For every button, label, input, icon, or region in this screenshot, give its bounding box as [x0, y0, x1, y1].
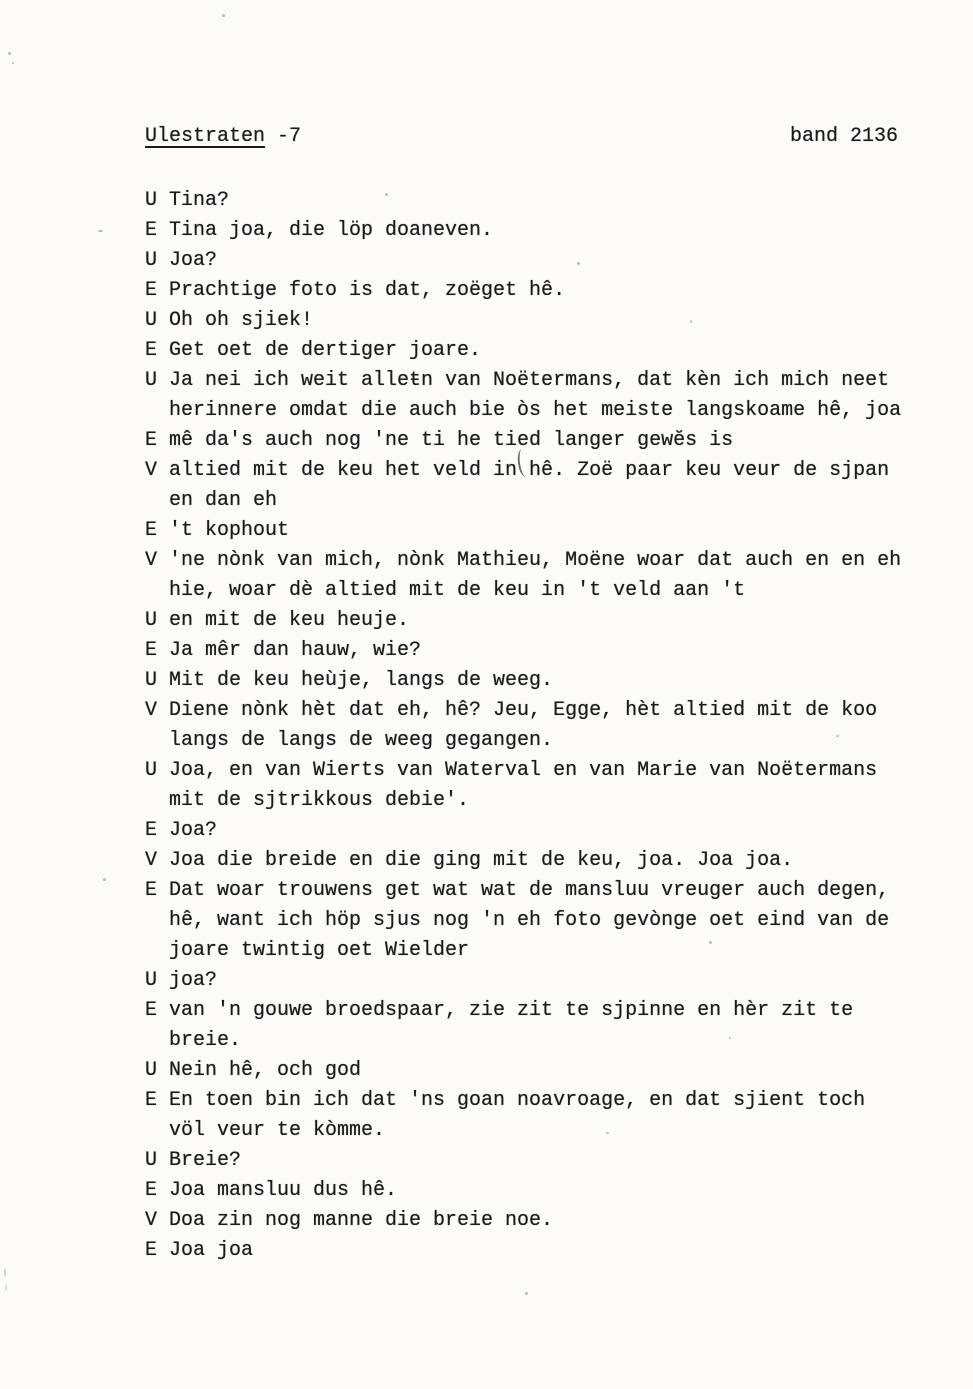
dialogue-turn	[145, 996, 943, 1056]
dialogue-turn	[145, 696, 943, 756]
dialogue-line: Breie?	[169, 1149, 242, 1172]
dialogue-line: hie, woar dè altied mit de keu in 't veld aan 't	[169, 579, 746, 602]
document-header	[145, 124, 898, 150]
dialogue-line: joa?	[169, 969, 218, 992]
dialogue-turn	[145, 1236, 943, 1266]
dialogue-turn	[145, 1086, 943, 1146]
speaker-label: U	[145, 249, 158, 272]
dialogue-turn	[145, 306, 943, 336]
dialogue-turn	[145, 756, 943, 816]
speaker-label: U	[145, 1149, 158, 1172]
scan-speck	[12, 62, 14, 64]
dialogue-line: Ja nei ich weit alleŧn van Noëtermans, dat kèn ich mich neet	[169, 369, 890, 392]
speaker-label: U	[145, 609, 158, 632]
dialogue-turn	[145, 276, 943, 306]
speaker-label: V	[145, 849, 158, 872]
scan-speck	[222, 14, 225, 17]
speaker-label: E	[145, 879, 158, 902]
dialogue-turn	[145, 666, 943, 696]
scan-speck	[709, 941, 712, 944]
dialogue-line: Doa zin nog manne die breie noe.	[169, 1209, 554, 1232]
dialogue-line: altied mit de keu het veld in hê. Zoë paar keu veur de sjpan	[169, 459, 890, 482]
speaker-label: E	[145, 819, 158, 842]
dialogue-turn	[145, 606, 943, 636]
dialogue-line: En toen bin ich dat 'ns goan noavroage, en dat sjient toch	[169, 1089, 866, 1112]
dialogue-line: breie.	[169, 1029, 242, 1052]
scan-speck	[525, 1292, 528, 1295]
dialogue-line: Joa joa	[169, 1239, 254, 1262]
speaker-label: E	[145, 1089, 158, 1112]
speaker-label: E	[145, 999, 158, 1022]
dialogue-line: Oh oh sjiek!	[169, 309, 314, 332]
dialogue-line: Joa?	[169, 819, 218, 842]
scan-speck	[4, 1268, 6, 1277]
dialogue-line: völ veur te kòmme.	[169, 1119, 386, 1142]
speaker-label: E	[145, 279, 158, 302]
dialogue-line: en mit de keu heuje.	[169, 609, 410, 632]
dialogue-turn	[145, 1146, 943, 1176]
scan-speck	[385, 193, 388, 196]
scan-speck	[836, 735, 839, 737]
dialogue-line: 't kophout	[169, 519, 290, 542]
dialogue-line: Ja mêr dan hauw, wie?	[169, 639, 422, 662]
document-title-number: -7	[277, 125, 302, 148]
dialogue-turn	[145, 216, 943, 246]
dialogue-line: 'ne nònk van mich, nònk Mathieu, Moëne woar dat auch en en eh	[169, 549, 902, 572]
speaker-label: E	[145, 519, 158, 542]
speaker-label: E	[145, 639, 158, 662]
speaker-label: E	[145, 1179, 158, 1202]
dialogue-line: Mit de keu heùje, langs de weeg.	[169, 669, 554, 692]
dialogue-line: mit de sjtrikkous debie'.	[169, 789, 470, 812]
dialogue-turn	[145, 516, 943, 546]
dialogue-line: langs de langs de weeg gegangen.	[169, 729, 554, 752]
dialogue-turn	[145, 1056, 943, 1086]
dialogue-turn	[145, 366, 943, 426]
dialogue-line: Joa?	[169, 249, 218, 272]
dialogue-line: Joa die breide en die ging mit de keu, joa. Joa joa.	[169, 849, 794, 872]
dialogue-line: Diene nònk hèt dat eh, hê? Jeu, Egge, hèt altied mit de koo	[169, 699, 878, 722]
dialogue-line: Nein hê, och god	[169, 1059, 362, 1082]
dialogue-turn	[145, 246, 943, 276]
dialogue-line: joare twintig oet Wielder	[169, 939, 470, 962]
dialogue-line: van 'n gouwe broedspaar, zie zit te sjpinne en hèr zit te	[169, 999, 854, 1022]
document-title	[145, 124, 301, 150]
band-label: band 2136	[789, 125, 898, 148]
dialogue-line: mê da's auch nog 'ne ti he tied langer gewĕs is	[169, 429, 734, 452]
dialogue-line: Get oet de dertiger joare.	[169, 339, 482, 362]
scan-speck	[577, 262, 580, 265]
scan-speck	[690, 320, 692, 323]
scan-speck	[8, 52, 11, 55]
scan-speck	[103, 878, 106, 881]
speaker-label: V	[145, 699, 158, 722]
dialogue-line: Dat woar trouwens get wat wat de mansluu vreuger auch degen,	[169, 879, 890, 902]
dialogue-line: en dan eh	[169, 489, 278, 512]
dialogue-turn	[145, 546, 943, 606]
scan-speck	[729, 1037, 731, 1039]
speaker-label: U	[145, 669, 158, 692]
dialogue-line: Prachtige foto is dat, zoëget hê.	[169, 279, 566, 302]
dialogue-turn	[145, 876, 943, 966]
dialogue-turn	[145, 636, 943, 666]
dialogue-turn	[145, 816, 943, 846]
scan-speck	[5, 1284, 7, 1291]
speaker-label: V	[145, 1209, 158, 1232]
speaker-label: U	[145, 759, 158, 782]
dialogue-turn	[145, 336, 943, 366]
dialogue-turn	[145, 966, 943, 996]
dialogue-line: Joa, en van Wierts van Waterval en van Marie van Noëtermans	[169, 759, 878, 782]
scan-speck	[98, 230, 103, 232]
dialogue-line: Tina?	[169, 189, 230, 212]
speaker-label: E	[145, 339, 158, 362]
dialogue	[145, 186, 943, 1266]
speaker-label: U	[145, 189, 158, 212]
dialogue-turn	[145, 456, 943, 516]
dialogue-turn	[145, 1176, 943, 1206]
speaker-label: U	[145, 309, 158, 332]
speaker-label: U	[145, 369, 158, 392]
dialogue-line: hê, want ich höp sjus nog 'n eh foto gevònge oet eind van de	[169, 909, 890, 932]
dialogue-turn	[145, 846, 943, 876]
speaker-label: E	[145, 219, 158, 242]
speaker-label: V	[145, 459, 158, 482]
dialogue-line: Joa mansluu dus hê.	[169, 1179, 398, 1202]
speaker-label: U	[145, 969, 158, 992]
document-title-text: Ulestraten	[145, 125, 266, 148]
speaker-label: E	[145, 1239, 158, 1262]
dialogue-line: herinnere omdat die auch bie òs het meiste langskoame hê, joa	[169, 399, 902, 422]
scan-speck	[606, 1132, 609, 1134]
dialogue-turn	[145, 426, 943, 456]
dialogue-turn	[145, 186, 943, 216]
dialogue-turn	[145, 1206, 943, 1236]
speaker-label: V	[145, 549, 158, 572]
dialogue-line: Tina joa, die löp doaneven.	[169, 219, 494, 242]
speaker-label: E	[145, 429, 158, 452]
speaker-label: U	[145, 1059, 158, 1082]
